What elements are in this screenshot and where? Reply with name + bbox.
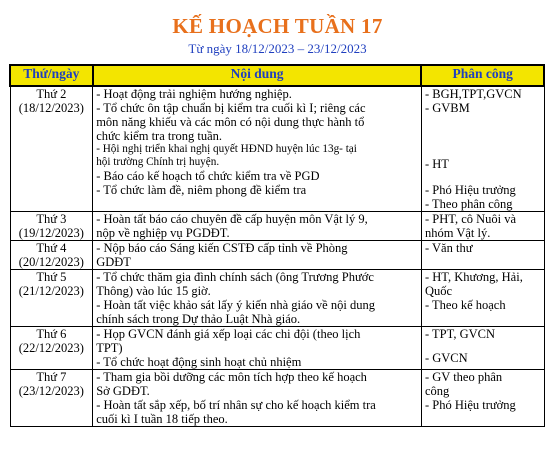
day-date: (23/12/2023) [18,384,84,398]
assignment-cell [421,212,544,241]
content-line: chức kiểm tra trong tuần. [96,129,223,143]
day-cell [10,327,93,370]
assignment-line: - GVBM [424,101,470,115]
content-cell [93,212,422,241]
content-line: - Tổ chức ôn tập chuẩn bị kiểm tra cuối kì I; riêng các [96,101,366,115]
table-header-row [10,65,544,86]
spacer [425,341,541,351]
day-date: (19/12/2023) [18,226,84,240]
content-line: - Tổ chức hoạt động sinh hoạt chủ nhiệm [96,355,302,369]
assignment-line: nhóm Vật lý. [424,226,491,240]
assignment-cell [421,241,544,270]
day-cell [10,370,93,427]
content-cell [93,370,422,427]
assignment-line: - Phó Hiệu trưởng [424,398,516,412]
assignment-line: - GVCN [424,351,468,365]
day-date: (20/12/2023) [18,255,84,269]
content-line: - Hoàn tất báo cáo chuyên đề cấp huyện môn Vật lý 9, [96,212,368,226]
table-row [10,212,544,241]
content-line: nộp về nghiệp vụ PGDĐT. [96,226,230,240]
content-line: GDĐT [96,255,131,269]
content-line: - Tổ chức làm đề, niêm phong đề kiểm tra [96,183,307,197]
assignment-line: - GV theo phân [424,370,503,384]
content-line: chính sách trong Dự thảo Luật Nhà giáo. [96,312,301,326]
column-header-content: Nội dung [93,65,422,86]
day-date: (18/12/2023) [18,101,84,115]
content-line: cuối kì I tuần 18 tiếp theo. [96,412,228,426]
day-label: Thứ 3 [36,212,67,226]
content-cell [93,241,422,270]
content-cell [93,270,422,327]
content-line: TPT) [96,341,123,355]
content-line: - Hoàn tất việc khảo sát lấy ý kiến nhà giáo về nội dung [96,298,375,312]
content-line: - Hội nghị triển khai nghị quyết HĐND huyện lúc 13g- tại [96,143,357,155]
assignment-line: công [424,384,450,398]
content-line: hội trường Chính trị huyện. [96,156,220,168]
assignment-line: - Theo phân công [424,197,513,211]
content-line: - Tham gia bồi dưỡng các môn tích hợp theo kế hoạch [96,370,367,384]
content-line: - Hoàn tất sắp xếp, bố trí nhân sự cho kế hoạch kiểm tra [96,398,376,412]
column-header-assignment: Phân công [421,65,544,86]
table-row [10,270,544,327]
day-label: Thứ 4 [36,241,67,255]
day-cell [10,241,93,270]
day-label: Thứ 6 [36,327,67,341]
assignment-line: - Văn thư [424,241,473,255]
assignment-cell [421,370,544,427]
day-cell [10,86,93,212]
table-row [10,327,544,370]
content-line: - Nộp báo cáo Sáng kiến CSTĐ cấp tỉnh về Phòng [96,241,348,255]
date-range-subtitle: Từ ngày 18/12/2023 – 23/12/2023 [188,41,367,56]
content-cell [93,86,422,212]
day-cell [10,212,93,241]
day-label: Thứ 2 [36,87,67,101]
assignment-line: - PHT, cô Nuôi và [424,212,517,226]
content-line: - Họp GVCN đánh giá xếp loại các chi đội (theo lịch [96,327,361,341]
assignment-line: - Phó Hiệu trưởng [424,183,516,197]
day-label: Thứ 7 [36,370,67,384]
assignment-cell [421,86,544,212]
day-label: Thứ 5 [36,270,67,284]
day-date: (22/12/2023) [18,341,84,355]
content-line: - Hoạt động trải nghiệm hướng nghiệp. [96,87,292,101]
content-line: - Tổ chức thăm gia đình chính sách (ông Trương Phước [96,270,374,284]
plan-title: KẾ HOẠCH TUẦN 17 [172,14,383,38]
day-date: (21/12/2023) [18,284,84,298]
assignment-line: Quốc [424,284,453,298]
content-line: Sở GDĐT. [96,384,150,398]
content-line: - Báo cáo kế hoạch tổ chức kiểm tra về PGD [96,169,320,183]
assignment-line: - Theo kế hoạch [424,298,506,312]
spacer [425,171,541,183]
content-line: môn năng khiếu và các môn có nội dung thực hành tổ [96,115,365,129]
table-row [10,241,544,270]
column-header-day: Thứ/ngày [10,65,93,86]
assignment-line: - HT [424,157,449,171]
spacer [425,115,541,157]
assignment-cell [421,327,544,370]
table-row [10,86,544,212]
day-cell [10,270,93,327]
content-cell [93,327,422,370]
assignment-cell [421,270,544,327]
content-line: Thông) vào lúc 15 giờ. [96,284,211,298]
weekly-plan-table [9,64,545,427]
assignment-line: - TPT, GVCN [424,327,495,341]
assignment-line: - HT, Khương, Hải, [424,270,523,284]
assignment-line: - BGH,TPT,GVCN [424,87,522,101]
table-row [10,370,544,427]
